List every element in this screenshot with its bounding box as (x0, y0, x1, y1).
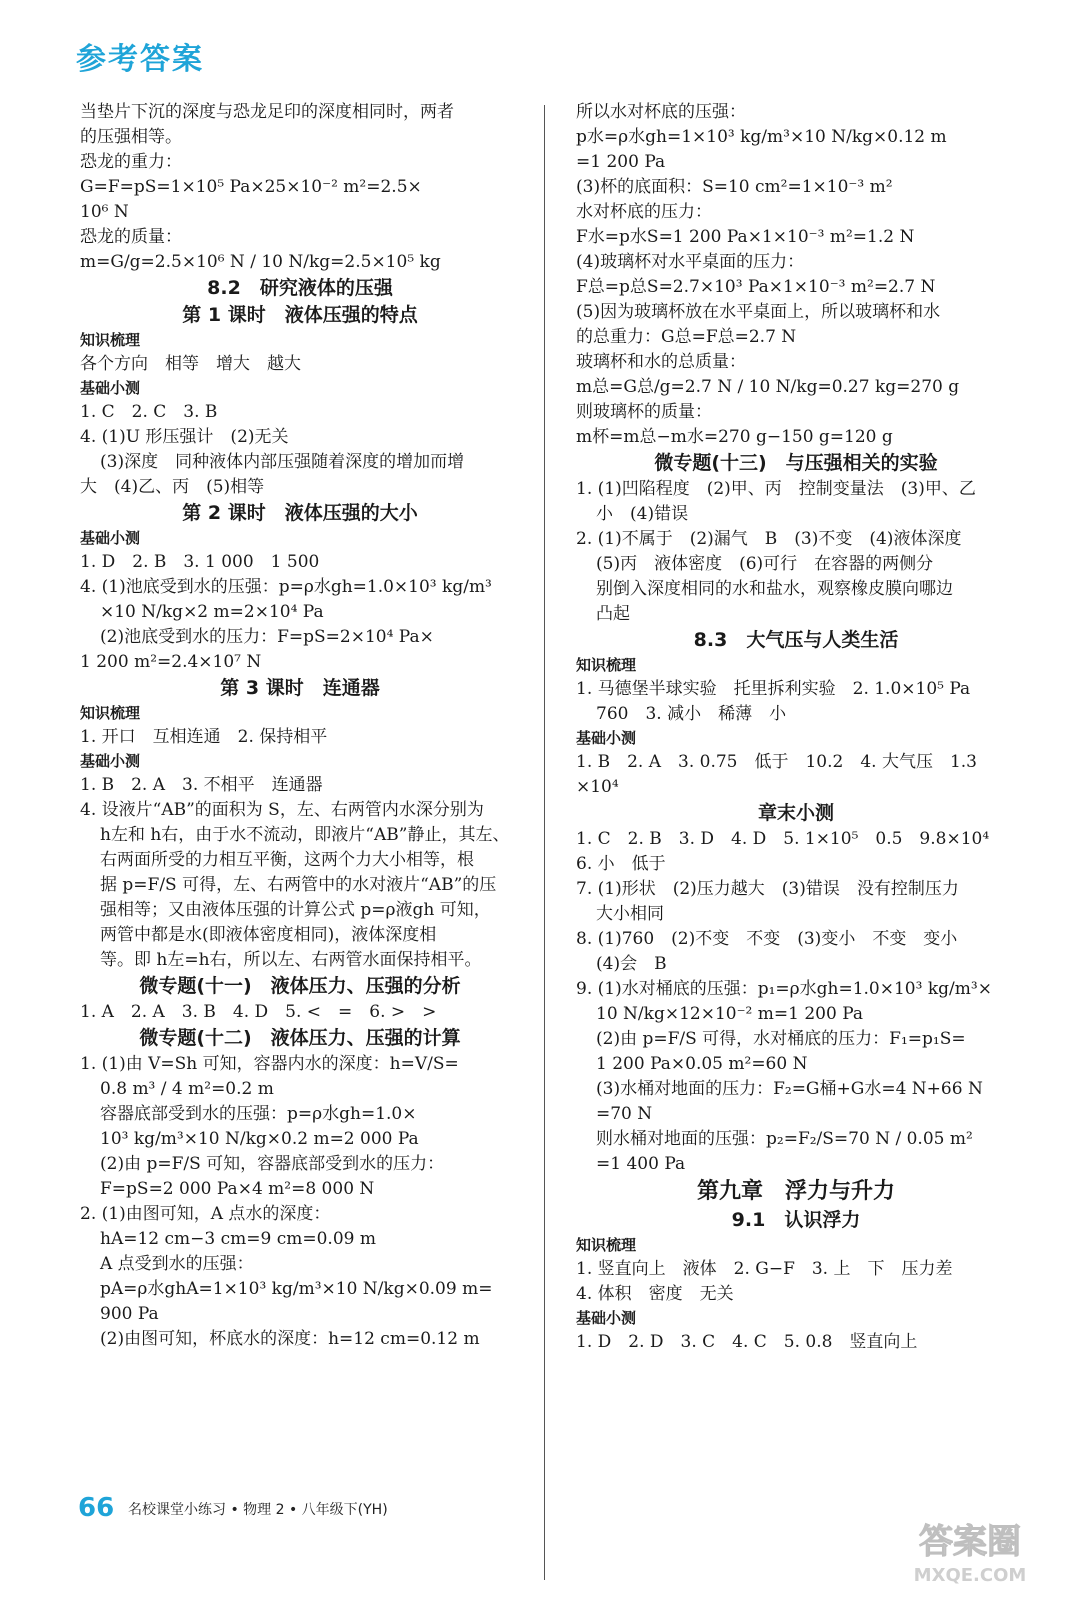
answer-line: A 点受到水的压强： (100, 1254, 254, 1274)
answer-line: (5)因为玻璃杯放在水平桌面上，所以玻璃杯和水 (576, 302, 941, 322)
answer-line: p水=ρ水gh=1×10³ kg/m³×10 N/kg×0.12 m (576, 127, 947, 147)
answer-line: G=F=pS=1×10⁵ Pa×25×10⁻² m²=2.5× (80, 177, 422, 197)
answer-line: 1. (1)由 V=Sh 可知，容器内水的深度：h=V/S= (80, 1054, 459, 1074)
answer-line: hA=12 cm−3 cm=9 cm=0.09 m (100, 1229, 376, 1249)
answer-line: 别倒入深度相同的水和盐水，观察橡皮膜向哪边 (596, 579, 953, 599)
section-heading: 第 3 课时 连通器 (220, 677, 380, 699)
answer-line: =70 N (596, 1104, 653, 1124)
answer-line: 小 (4)错误 (596, 504, 689, 524)
answer-line: 1 200 m²=2.4×10⁷ N (80, 652, 262, 672)
answer-line: 1. 马德堡半球实验 托里拆利实验 2. 1.0×10⁵ Pa (576, 679, 971, 699)
watermark-logo (880, 1515, 1060, 1590)
subsection-label: 基础小测 (80, 752, 141, 770)
section-heading: 第 1 课时 液体压强的特点 (182, 304, 418, 326)
page-header-title: 参考答案 (76, 42, 204, 77)
subsection-label: 基础小测 (80, 379, 141, 397)
answer-line: (3)水桶对地面的压力：F₂=G桶+G水=4 N+66 N (596, 1079, 983, 1099)
answer-line: 1. D 2. B 3. 1 000 1 500 (80, 552, 320, 572)
answer-line: 8. (1)760 (2)不变 不变 (3)变小 不变 变小 (576, 929, 958, 949)
chapter-heading: 第九章 浮力与升力 (696, 1179, 895, 1204)
section-heading: 章末小测 (757, 802, 834, 824)
section-heading: 8.3 大气压与人类生活 (693, 629, 899, 651)
answer-line: 强相等；又由液体压强的计算公式 p=ρ液gh 可知， (100, 900, 491, 920)
answer-line: 2. (1)不属于 (2)漏气 B (3)不变 (4)液体深度 (576, 529, 962, 549)
section-heading: 9.1 认识浮力 (731, 1209, 861, 1231)
answer-line: 据 p=F/S 可得，左、右两管中的水对液片“AB”的压 (100, 875, 497, 895)
answer-line: 9. (1)水对桶底的压强：p₁=ρ水gh=1.0×10³ kg/m³× (576, 979, 992, 999)
answer-line: 恐龙的质量： (80, 227, 182, 247)
answer-line: 10 N/kg×12×10⁻² m=1 200 Pa (596, 1004, 864, 1024)
right-column (576, 100, 1016, 1355)
answer-line: 1. D 2. D 3. C 4. C 5. 0.8 竖直向上 (576, 1332, 918, 1352)
answer-line: 玻璃杯和水的总质量： (576, 352, 746, 372)
section-heading: 微专题(十二) 液体压力、压强的计算 (139, 1027, 461, 1049)
left-column (80, 100, 520, 1352)
section-heading: 第 2 课时 液体压强的大小 (182, 502, 418, 524)
answer-line: h左和 h右，由于水不流动，即液片“AB”静止，其左、 (100, 825, 510, 845)
subsection-label: 知识梳理 (80, 331, 141, 349)
subsection-label: 知识梳理 (576, 656, 637, 674)
answer-line: 760 3. 减小 稀薄 小 (596, 704, 787, 724)
answer-line: =1 200 Pa (576, 152, 666, 172)
answer-line: 各个方向 相等 增大 越大 (80, 354, 301, 374)
answer-line: m=G/g=2.5×10⁶ N / 10 N/kg=2.5×10⁵ kg (80, 252, 441, 272)
answer-line: 4. (1)池底受到水的压强：p=ρ水gh=1.0×10³ kg/m³ (80, 577, 492, 597)
column-divider (544, 105, 545, 1580)
answer-line: 1. 竖直向上 液体 2. G−F 3. 上 下 压力差 (576, 1259, 953, 1279)
answer-line: 所以水对杯底的压强： (576, 102, 746, 122)
answer-line: 4. 体积 密度 无关 (576, 1284, 734, 1304)
answer-line: 1. C 2. B 3. D 4. D 5. 1×10⁵ 0.5 9.8×10⁴ (576, 829, 990, 849)
answer-line: m总=G总/g=2.7 N / 10 N/kg=0.27 kg=270 g (576, 377, 960, 397)
answer-line: (3)深度 同种液体内部压强随着深度的增加而增 (100, 452, 465, 472)
answer-line: 两管中都是水(即液体密度相同)，液体深度相 (100, 925, 437, 945)
answer-line: F水=p水S=1 200 Pa×1×10⁻³ m²=1.2 N (576, 227, 915, 247)
answer-line: 10⁶ N (80, 202, 129, 222)
book-info: 名校课堂小练习 • 物理 2 • 八年级下(YH) (128, 1502, 388, 1518)
answer-line: (2)由图可知，杯底水的深度：h=12 cm=0.12 m (100, 1329, 480, 1349)
answer-line: 1. B 2. A 3. 0.75 低于 10.2 4. 大气压 1.3 (576, 752, 978, 772)
answer-line: 水对杯底的压力： (576, 202, 712, 222)
answer-line: 右两面所受的力相互平衡，这两个力大小相等，根 (100, 850, 474, 870)
answer-line: F=pS=2 000 Pa×4 m²=8 000 N (100, 1179, 375, 1199)
answer-line: 凸起 (596, 604, 630, 624)
answer-line: (4)会 B (596, 954, 667, 974)
answer-line: ×10⁴ (576, 777, 619, 797)
answer-line: 容器底部受到水的压强：p=ρ水gh=1.0× (100, 1104, 417, 1124)
subsection-label: 基础小测 (576, 729, 637, 747)
section-heading: 8.2 研究液体的压强 (207, 277, 393, 299)
answer-line: 2. (1)由图可知，A 点水的深度： (80, 1204, 331, 1224)
answer-line: 恐龙的重力： (80, 152, 182, 172)
answer-line: =1 400 Pa (596, 1154, 686, 1174)
answer-line: (2)由 p=F/S 可得，水对桶底的压力：F₁=p₁S= (596, 1029, 966, 1049)
answer-line: 大小相同 (596, 904, 664, 924)
answer-line: 的压强相等。 (80, 127, 182, 147)
watermark-line2: MXQE.COM (913, 1565, 1027, 1586)
subsection-label: 基础小测 (80, 529, 141, 547)
answer-line: 7. (1)形状 (2)压力越大 (3)错误 没有控制压力 (576, 879, 959, 899)
watermark-line1: 答案圈 (919, 1522, 1021, 1562)
answer-line: 1. B 2. A 3. 不相平 连通器 (80, 775, 323, 795)
answer-line: 4. (1)U 形压强计 (2)无关 (80, 427, 289, 447)
answer-line: m杯=m总−m水=270 g−150 g=120 g (576, 427, 893, 447)
answer-line: 1. 开口 互相连通 2. 保持相平 (80, 727, 328, 747)
answer-line: 1. C 2. C 3. B (80, 402, 218, 422)
answer-line: (3)杯的底面积：S=10 cm²=1×10⁻³ m² (576, 177, 893, 197)
answer-line: 1. (1)凹陷程度 (2)甲、丙 控制变量法 (3)甲、乙 (576, 479, 976, 499)
answer-line: (4)玻璃杯对水平桌面的压力： (576, 252, 805, 272)
answer-line: 大 (4)乙、丙 (5)相等 (80, 477, 265, 497)
answer-line: 10³ kg/m³×10 N/kg×0.2 m=2 000 Pa (100, 1129, 419, 1149)
subsection-label: 基础小测 (576, 1309, 637, 1327)
subsection-label: 知识梳理 (80, 704, 141, 722)
answer-line: 等。即 h左=h右，所以左、右两管水面保持相平。 (100, 950, 482, 970)
subsection-label: 知识梳理 (576, 1236, 637, 1254)
answer-line: 则水桶对地面的压强：p₂=F₂/S=70 N / 0.05 m² (596, 1129, 973, 1149)
section-heading: 微专题(十一) 液体压力、压强的分析 (139, 975, 461, 997)
answer-line: (2)由 p=F/S 可知，容器底部受到水的压力： (100, 1154, 445, 1174)
answer-line: 则玻璃杯的质量： (576, 402, 712, 422)
section-heading: 微专题(十三) 与压强相关的实验 (654, 452, 938, 474)
answer-line: (5)丙 液体密度 (6)可行 在容器的两侧分 (596, 554, 934, 574)
answer-line: 1. A 2. A 3. B 4. D 5. < = 6. > > (80, 1002, 437, 1022)
answer-line: 900 Pa (100, 1304, 159, 1324)
answer-line: 的总重力：G总=F总=2.7 N (576, 327, 797, 347)
answer-line: 1 200 Pa×0.05 m²=60 N (596, 1054, 808, 1074)
answer-line: 4. 设液片“AB”的面积为 S，左、右两管内水深分别为 (80, 800, 484, 820)
answer-line: 6. 小 低于 (576, 854, 666, 874)
answer-line: F总=p总S=2.7×10³ Pa×1×10⁻³ m²=2.7 N (576, 277, 936, 297)
answer-line: 当垫片下沉的深度与恐龙足印的深度相同时，两者 (80, 102, 454, 122)
page-number: 66 (78, 1493, 115, 1523)
answer-line: (2)池底受到水的压力：F=pS=2×10⁴ Pa× (100, 627, 434, 647)
answer-line: ×10 N/kg×2 m=2×10⁴ Pa (100, 602, 324, 622)
answer-line: pA=ρ水ghA=1×10³ kg/m³×10 N/kg×0.09 m= (100, 1279, 493, 1299)
answer-line: 0.8 m³ / 4 m²=0.2 m (100, 1079, 274, 1099)
